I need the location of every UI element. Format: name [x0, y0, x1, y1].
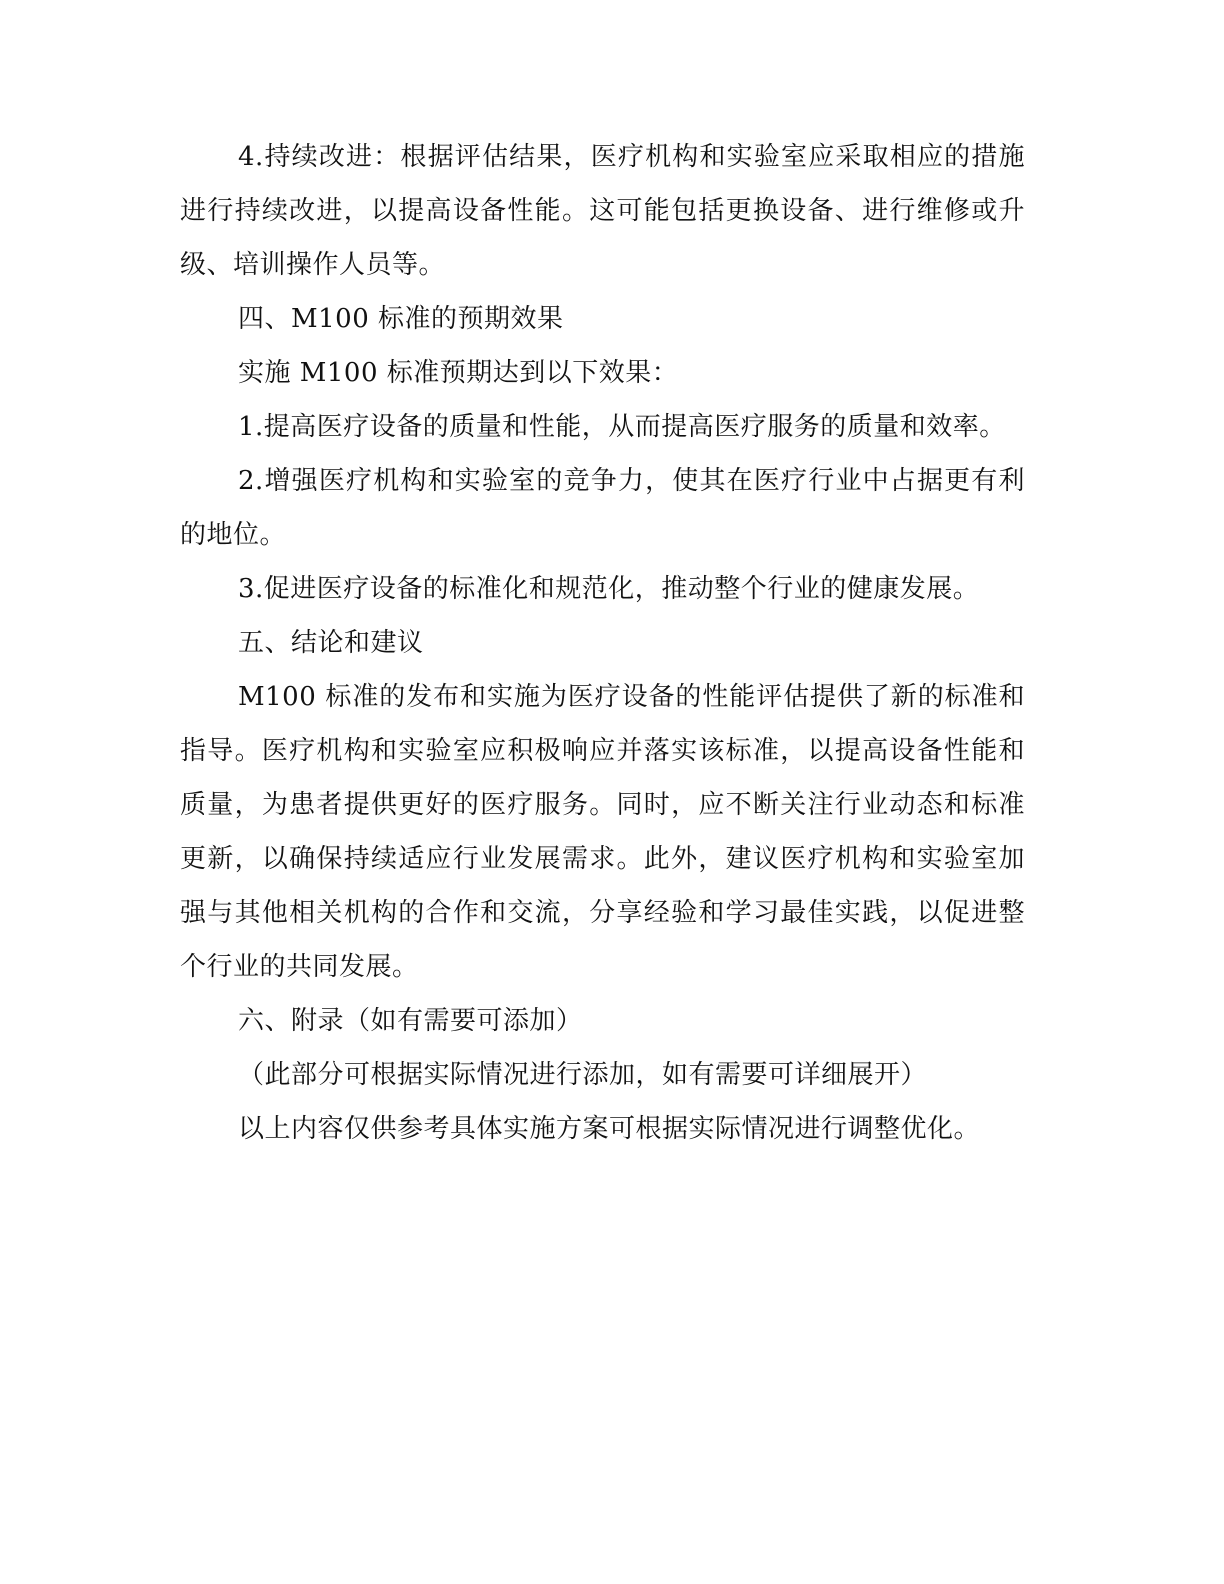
paragraph-conclusion: M100 标准的发布和实施为医疗设备的性能评估提供了新的标准和指导。医疗机构和实验室应积极响应并落实该标准，以提高设备性能和质量，为患者提供更好的医疗服务。同时，应不断关注行业动态和标准更新，以确保持续适应行业发展需求。此外，建议医疗机构和实验室加强与其他相关机构的合作和交流，分享经验和学习最佳实践，以促进整个行业的共同发展。: [180, 682, 1025, 982]
heading-conclusion: 五、结论和建议: [238, 628, 424, 658]
paragraph-appendix-note: （此部分可根据实际情况进行添加，如有需要可详细展开）: [238, 1060, 928, 1090]
heading-expected-effects: 四、M100 标准的预期效果: [238, 304, 564, 334]
paragraph-continuous-improvement: 4.持续改进：根据评估结果，医疗机构和实验室应采取相应的措施进行持续改进，以提高设备性能。这可能包括更换设备、进行维修或升级、培训操作人员等。: [180, 142, 1025, 280]
list-item-effect-1: 1.提高医疗设备的质量和性能，从而提高医疗服务的质量和效率。: [238, 412, 1006, 442]
list-item-effect-3: 3.促进医疗设备的标准化和规范化，推动整个行业的健康发展。: [238, 574, 980, 604]
list-item-effect-2: 2.增强医疗机构和实验室的竞争力，使其在医疗行业中占据更有利的地位。: [180, 466, 1025, 550]
heading-appendix: 六、附录（如有需要可添加）: [238, 1006, 583, 1036]
paragraph-effects-intro: 实施 M100 标准预期达到以下效果：: [238, 358, 679, 388]
document-page: [180, 130, 1025, 1156]
paragraph-closing-note: 以上内容仅供参考具体实施方案可根据实际情况进行调整优化。: [238, 1114, 981, 1144]
